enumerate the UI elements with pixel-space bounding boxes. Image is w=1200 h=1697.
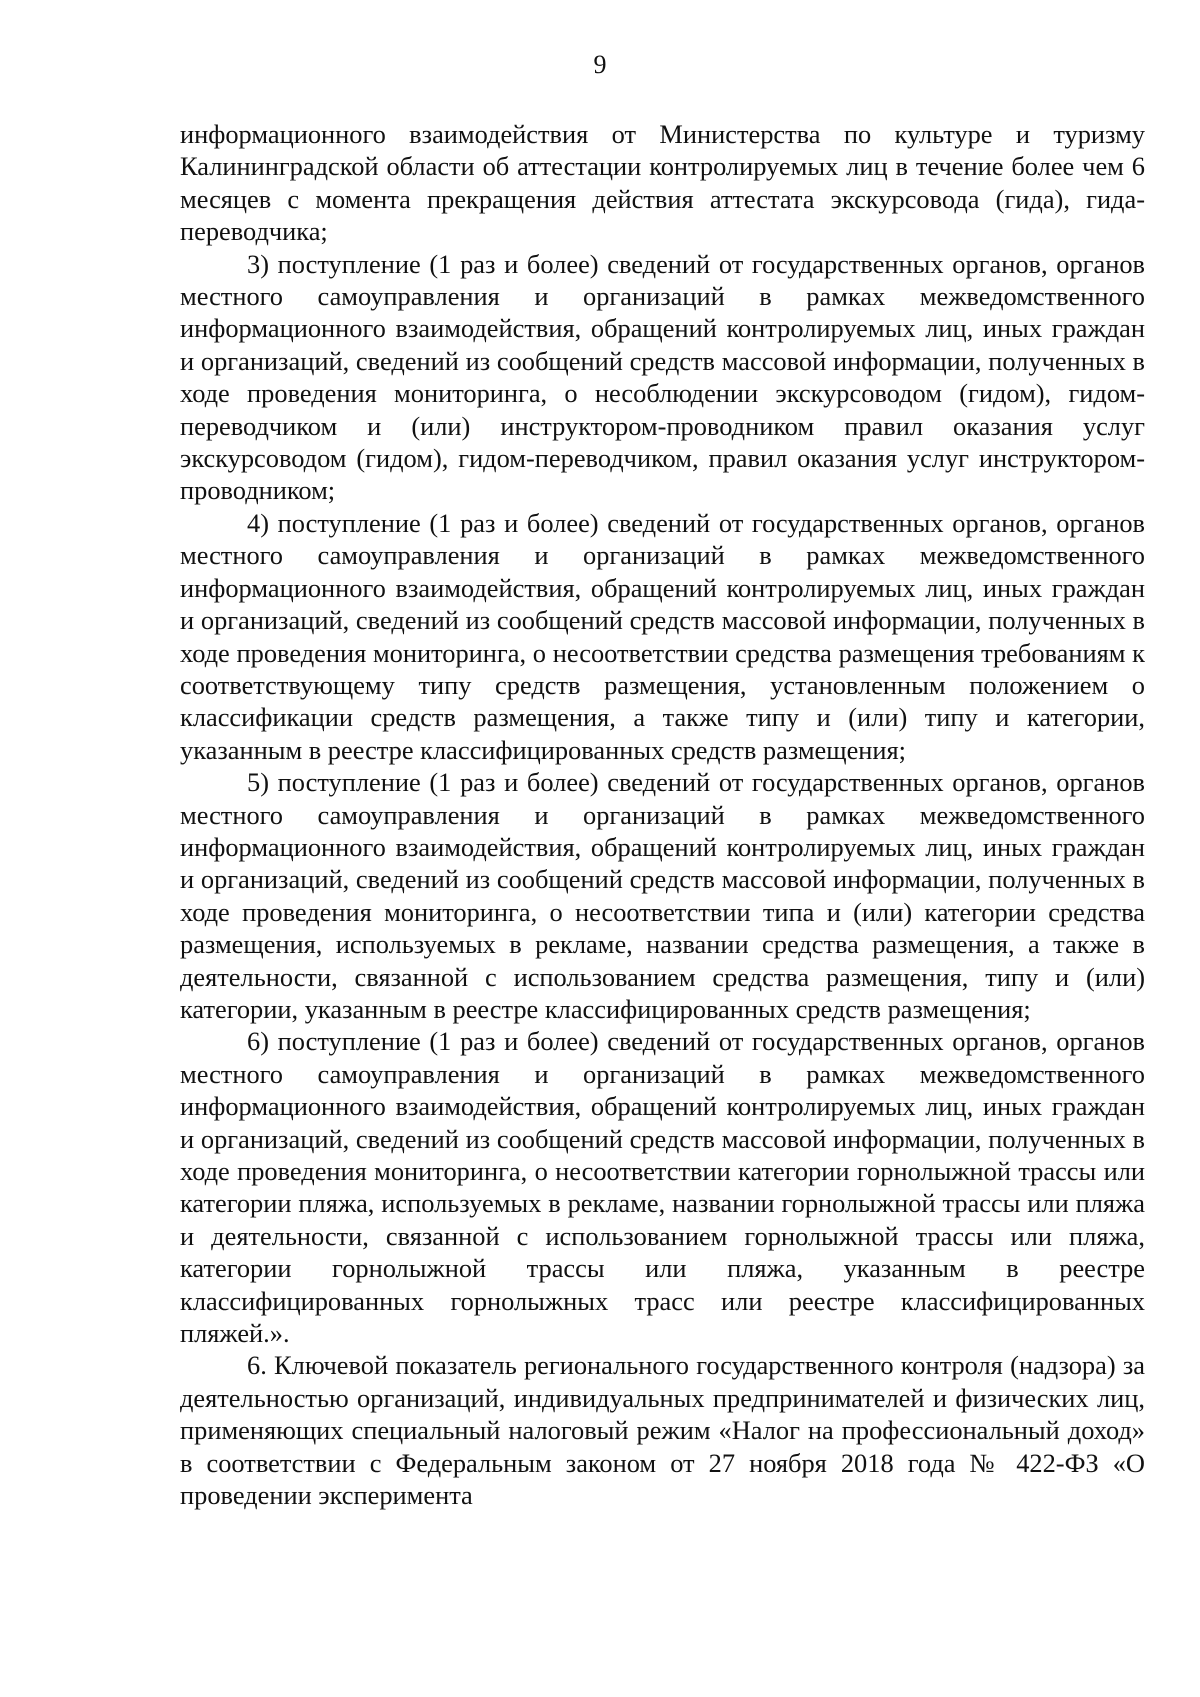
- page-number: 9: [593, 50, 607, 79]
- paragraph-item-5: 5) поступление (1 раз и более) сведений от государственных органов, органов местного самоуправления и организаций в рамках межведомственного информационного взаимодействия, обращений контролируемых лиц, иных граждан и организаций, сведений из сообщений средств массовой информации, полученных в ходе проведения мониторинга, о несоответствии типа и (или) категории средства размещения, используемых в рекламе, названии средства размещения, а также в деятельности, связанной с использованием средства размещения, типу и (или) категории, указанным в реестре классифицированных средств размещения;: [180, 767, 1145, 1024]
- paragraph-item-3: 3) поступление (1 раз и более) сведений от государственных органов, органов местного самоуправления и организаций в рамках межведомственного информационного взаимодействия, обращений контролируемых лиц, иных граждан и организаций, сведений из сообщений средств массовой информации, полученных в ходе проведения мониторинга, о несоблюдении экскурсоводом (гидом), гидом-переводчиком и (или) инструктором-проводником правил оказания услуг экскурсоводом (гидом), гидом-переводчиком, правил оказания услуг инструктором-проводником;: [180, 248, 1145, 506]
- document-body: [180, 118, 1145, 1511]
- paragraph-item-4: 4) поступление (1 раз и более) сведений от государственных органов, органов местного самоуправления и организаций в рамках межведомственного информационного взаимодействия, обращений контролируемых лиц, иных граждан и организаций, сведений из сообщений средств массовой информации, полученных в ходе проведения мониторинга, о несоответствии средства размещения требованиям к соответствующему типу средств размещения, установленным положением о классификации средств размещения, а также типу и (или) типу и категории, указанным в реестре классифицированных средств размещения;: [180, 507, 1145, 765]
- paragraph-section-6: 6. Ключевой показатель регионального государственного контроля (надзора) за деятельностью организаций, индивидуальных предпринимателей и физических лиц, применяющих специальный налоговый режим «Налог на профессиональный доход» в соответствии с Федеральным законом от 27 ноября 2018 года № 422-ФЗ «О проведении эксперимента: [180, 1350, 1145, 1511]
- paragraph-continuation: информационного взаимодействия от Министерства по культуре и туризму Калининградской области об аттестации контролируемых лиц в течение более чем 6 месяцев с момента прекращения действия аттестата экскурсовода (гида), гида-переводчика;: [180, 119, 1145, 247]
- paragraph-item-6: 6) поступление (1 раз и более) сведений от государственных органов, органов местного самоуправления и организаций в рамках межведомственного информационного взаимодействия, обращений контролируемых лиц, иных граждан и организаций, сведений из сообщений средств массовой информации, полученных в ходе проведения мониторинга, о несоответствии категории горнолыжной трассы или категории пляжа, используемых в рекламе, названии горнолыжной трассы или пляжа и деятельности, связанной с использованием горнолыжной трассы или пляжа, категории горнолыжной трассы или пляжа, указанным в реестре классифицированных горнолыжных трасс или реестре классифицированных пляжей.».: [180, 1026, 1145, 1349]
